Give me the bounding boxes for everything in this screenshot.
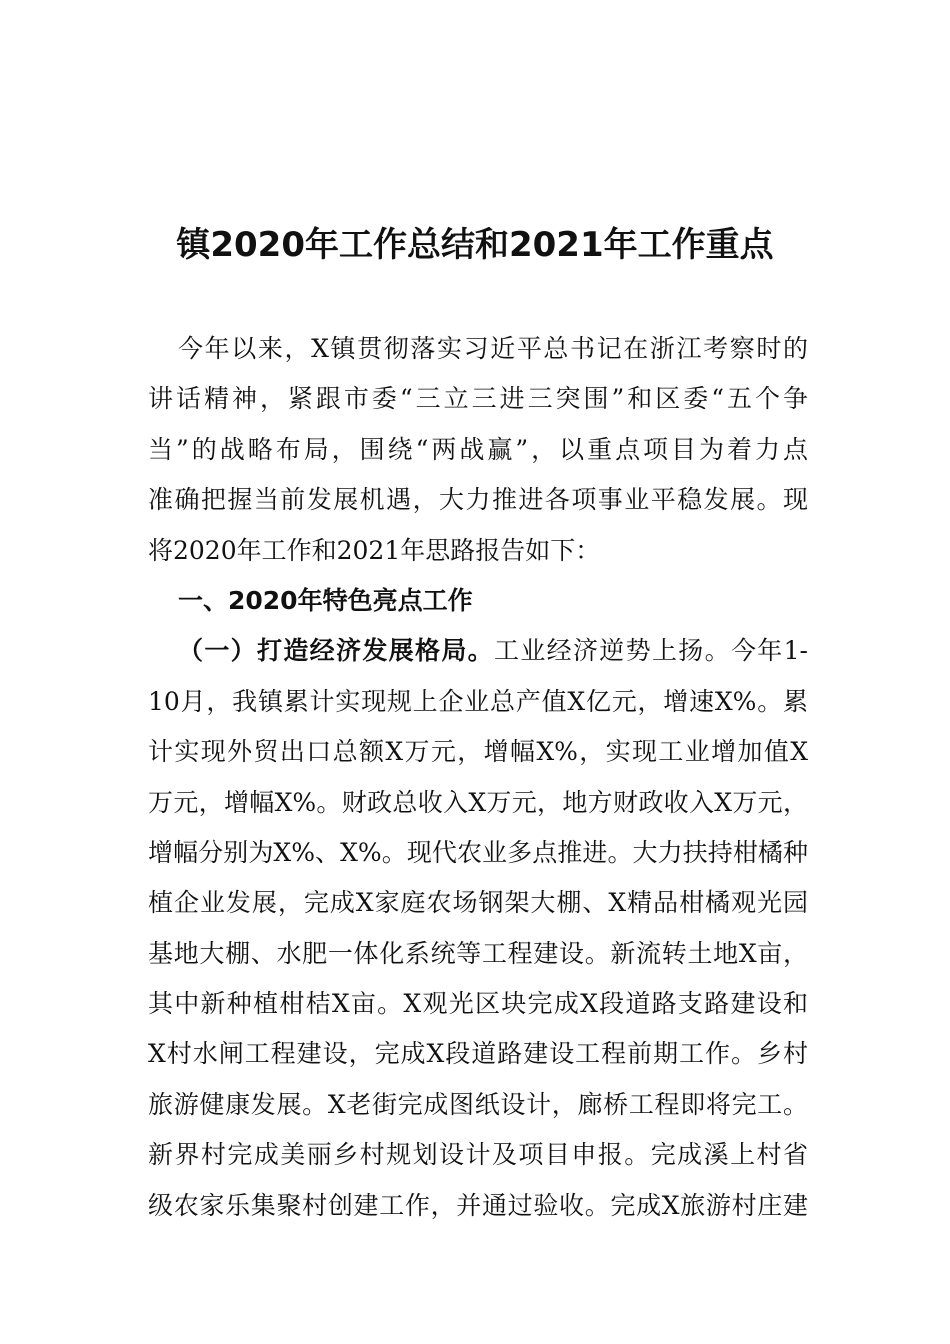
subsection-first-line: [148, 626, 808, 676]
paragraph-line: 讲话精神，紧跟市委“三立三进三突围”和区委“五个争: [148, 384, 808, 414]
document-title: 镇2020年工作总结和2021年工作重点: [176, 225, 774, 265]
paragraph-line: 级农家乐集聚村创建工作，并通过验收。完成X旅游村庄建: [148, 1190, 808, 1220]
paragraph-line: 基地大棚、水肥一体化系统等工程建设。新流转土地X亩，: [148, 938, 808, 968]
section-heading: 一、2020年特色亮点工作: [178, 585, 473, 615]
paragraph-line: 当”的战略布局，围绕“两战赢”，以重点项目为着力点: [148, 434, 808, 464]
paragraph-line: 增幅分别为X%、X%。现代农业多点推进。大力扶持柑橘种: [148, 837, 808, 867]
paragraph-line: 计实现外贸出口总额X万元，增幅X%，实现工业增加值X: [148, 737, 808, 767]
paragraph-line: 万元，增幅X%。财政总收入X万元，地方财政收入X万元，: [148, 787, 808, 817]
paragraph-line: X村水闸工程建设，完成X段道路建设工程前期工作。乡村: [148, 1039, 808, 1069]
document-body: [148, 324, 808, 1231]
paragraph-line: 10月，我镇累计实现规上企业总产值X亿元，增速X%。累: [148, 686, 808, 716]
paragraph-line: 新界村完成美丽乡村规划设计及项目申报。完成溪上村省: [148, 1140, 808, 1170]
paragraph-line: 植企业发展，完成X家庭农场钢架大棚、X精品柑橘观光园: [148, 888, 808, 918]
subsection-first-line-text: 工业经济逆势上扬。今年1-: [493, 636, 808, 666]
paragraph-line: 其中新种植柑桔X亩。X观光区块完成X段道路支路建设和: [148, 989, 808, 1019]
subsection-label: （一）打造经济发展格局。: [178, 636, 494, 666]
paragraph-line: 准确把握当前发展机遇，大力推进各项事业平稳发展。现: [148, 485, 808, 515]
paragraph-line: 今年以来，X镇贯彻落实习近平总书记在浙江考察时的: [178, 334, 808, 363]
paragraph-line: 将2020年工作和2021年思路报告如下：: [148, 535, 601, 565]
paragraph-line: 旅游健康发展。X老街完成图纸设计，廊桥工程即将完工。: [148, 1089, 808, 1119]
